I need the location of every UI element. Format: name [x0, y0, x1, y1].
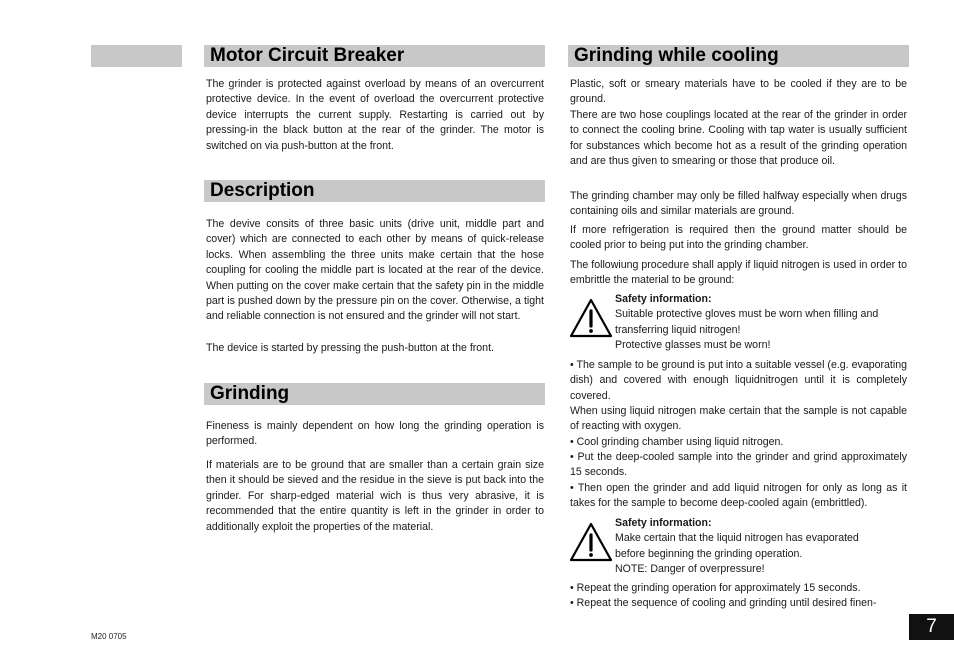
heading-motor-circuit-breaker: Motor Circuit Breaker: [204, 45, 545, 67]
cooling-paragraph-1: Plastic, soft or smeary materials have to be cooled if they are to be ground.: [570, 78, 907, 106]
procedure-step-1: • The sample to be ground is put into a suitable vessel (e.g. evaporating dish) and covered with enough liquidnitrogen until it is completely covered.: [570, 359, 907, 402]
heading-grinding-while-cooling: Grinding while cooling: [568, 45, 909, 67]
procedure-step-6: • Repeat the sequence of cooling and grinding until desired finen-: [570, 597, 877, 609]
safety-line: before beginning the grinding operation.: [615, 547, 803, 560]
cooling-paragraph-5: The followiung procedure shall apply if liquid nitrogen is used in order to embrittle the material to be ground:: [570, 259, 907, 287]
safety-line: Suitable protective gloves must be worn when filling and: [615, 308, 879, 321]
safety-line: NOTE: Danger of overpressure!: [615, 563, 765, 576]
procedure-note: When using liquid nitrogen make certain that the sample is not capable of reacting with oxygen.: [570, 405, 907, 433]
safety-line: Make certain that the liquid nitrogen has evaporated: [615, 532, 859, 545]
grinding-paragraph-2: If materials are to be ground that are smaller than a certain grain size then it should be sieved and the residue in the sieve is put back into the grinder. For sharp-edged material wich is thus very abrasive, it is recommended that the entire quantity is left in the grinder in order to additionally exploit the properties of the material.: [206, 459, 544, 533]
page-number: 7: [909, 614, 954, 640]
cooling-paragraph-3: The grinding chamber may only be filled halfway especially when drugs containing oils and similar materials are ground.: [570, 190, 907, 218]
description-paragraph: The devive consits of three basic units (drive unit, middle part and cover) which are connected to each other by means of quick-release locks. When assembling the three units make certain that the hose coupling for cooling the middle part is located at the rear of the device. When putting on the cover make certain that the safety pin in the middle part is pushed down by the pressure pin on the cover. Otherwise, a tight and reliable connection is not ensured and the grinder will not start.: [206, 218, 544, 323]
document-code: M20 0705: [91, 632, 127, 641]
procedure-step-3: • Put the deep-cooled sample into the grinder and grind approximately 15 seconds.: [570, 451, 907, 479]
procedure-step-4: • Then open the grinder and add liquid nitrogen for only as long as it takes for the sample to become deep-cooled again (embrittled).: [570, 482, 907, 510]
heading-description: Description: [204, 180, 545, 202]
warning-triangle-icon: [569, 298, 613, 338]
safety-title: Safety information:: [615, 517, 712, 529]
safety-line: transferring liquid nitrogen!: [615, 323, 741, 336]
cooling-paragraph-4: If more refrigeration is required then the ground matter should be cooled prior to being put into the grinding chamber.: [570, 224, 907, 252]
safety-notice-overpressure: [569, 516, 909, 578]
motor-paragraph: The grinder is protected against overload by means of an overcurrent protective device. In the event of overload the overcurrent protective device interrupts the current supply. Restarting is carried out by pressing-in the black button at the rear of the grinder. The motor is switched on via push-button at the front.: [206, 78, 544, 152]
description-paragraph-2: The device is started by pressing the push-button at the front.: [206, 342, 494, 354]
procedure-step-5: • Repeat the grinding operation for approximately 15 seconds.: [570, 582, 861, 594]
safety-notice-gloves: [569, 292, 909, 354]
procedure-step-2: • Cool grinding chamber using liquid nitrogen.: [570, 436, 784, 448]
heading-grinding: Grinding: [204, 383, 545, 405]
cooling-paragraph-2: There are two hose couplings located at the rear of the grinder in order to connect the cooling brine. Cooling with tap water is usually sufficient for substances which become hot as a result of the grinding operation and are thus given to smearing or those that produce oil.: [570, 109, 907, 168]
warning-triangle-icon: [569, 522, 613, 562]
safety-title: Safety information:: [615, 293, 712, 305]
safety-line: Protective glasses must be worn!: [615, 339, 771, 352]
grinding-paragraph-1: Fineness is mainly dependent on how long the grinding operation is performed.: [206, 420, 544, 448]
margin-bar: [91, 45, 182, 67]
